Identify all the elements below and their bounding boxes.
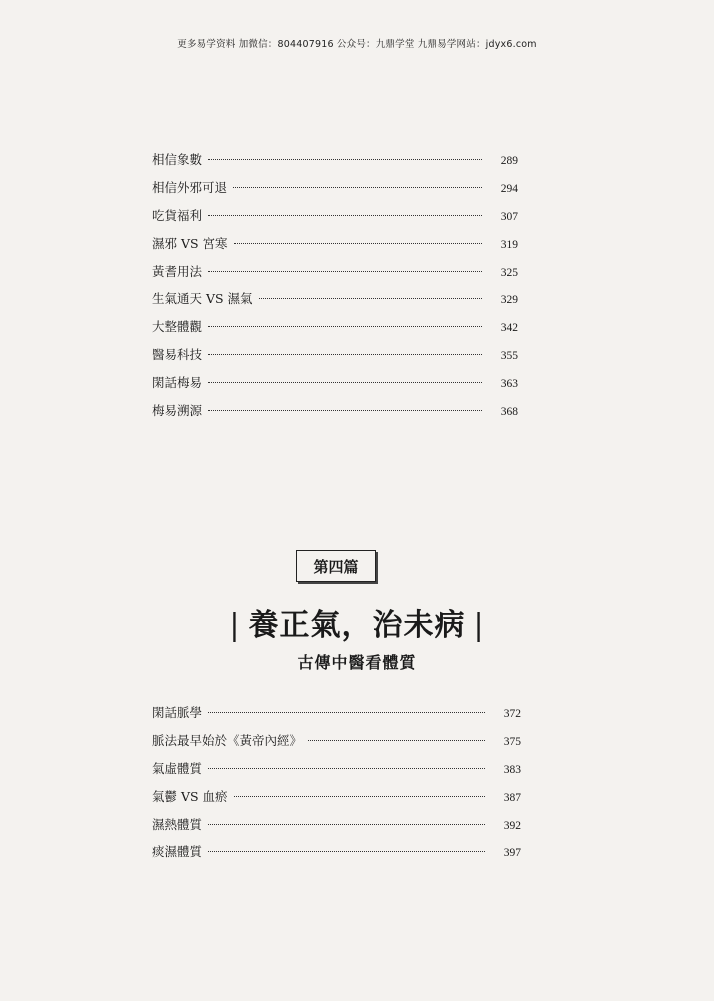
toc-entry-page: 363 [500,378,518,391]
leader-dots [208,712,485,713]
toc-entry-page: 392 [503,819,521,832]
section-title-text: 養正氣，治未病 [248,608,466,643]
toc-entry[interactable] [152,345,518,373]
toc-part3-list [152,150,518,429]
toc-entry-page: 319 [500,238,518,251]
leader-dots [208,271,482,272]
leader-dots [208,851,485,852]
toc-entry-title: 氣鬱 VS 血瘀 [152,788,228,804]
leader-dots [208,215,482,216]
toc-entry-page: 397 [503,847,521,860]
toc-entry[interactable] [152,150,518,178]
title-bar-left: | [229,608,241,643]
leader-dots [308,740,485,741]
toc-entry-title: 黃耆用法 [152,263,203,279]
toc-entry[interactable] [152,178,518,206]
toc-entry-page: 289 [500,155,518,167]
toc-entry-page: 307 [500,210,518,223]
toc-entry-page: 294 [500,182,518,195]
toc-entry[interactable] [152,401,518,429]
toc-entry-title: 梅易溯源 [152,403,203,419]
leader-dots [208,410,482,411]
toc-entry-title: 濕熱體質 [152,816,203,832]
leader-dots [208,354,482,355]
toc-entry-page: 375 [503,735,521,748]
toc-entry-title: 閑話脈學 [152,705,203,720]
toc-entry-page: 325 [500,266,518,279]
toc-entry-page: 342 [500,322,518,335]
toc-entry[interactable] [152,234,518,262]
leader-dots [208,824,485,825]
leader-dots [234,243,482,244]
toc-entry[interactable] [152,703,521,731]
toc-entry[interactable] [152,317,518,345]
section-subtitle: 古傳中醫看體質 [297,653,417,672]
leader-dots [208,326,482,327]
toc-entry-page: 372 [503,708,521,720]
leader-dots [234,796,485,797]
toc-part4-list [152,703,521,870]
leader-dots [208,159,482,160]
part-label-box: 第四篇 [296,550,376,582]
toc-entry-page: 368 [500,406,518,419]
toc-entry-title: 吃貨福利 [152,207,203,223]
section-title [0,600,714,644]
leader-dots [259,298,482,299]
toc-entry-title: 閑話梅易 [152,375,203,391]
toc-entry-title: 痰濕體質 [152,844,203,860]
leader-dots [233,187,482,188]
toc-entry[interactable] [152,206,518,234]
toc-entry[interactable] [152,815,521,843]
toc-entry[interactable] [152,262,518,290]
toc-entry-page: 387 [503,791,521,804]
page-header-watermark: 更多易学资料 加微信：804407916 公众号：九鼎学堂 九鼎易学网站：jdyx6.com [177,39,537,50]
toc-entry[interactable] [152,373,518,401]
leader-dots [208,768,485,769]
toc-entry-title: 脈法最早始於《黃帝內經》 [152,732,303,748]
toc-entry-title: 相信象數 [152,152,203,167]
toc-entry-title: 氣虛體質 [152,760,203,776]
toc-entry-title: 醫易科技 [152,347,203,363]
toc-entry-title: 濕邪 VS 宮寒 [152,235,228,251]
toc-entry-title: 相信外邪可退 [152,179,228,195]
toc-entry[interactable] [152,759,521,787]
toc-entry[interactable] [152,842,521,870]
leader-dots [208,382,482,383]
toc-entry-page: 355 [500,350,518,363]
title-bar-right: | [473,608,485,643]
toc-entry-title: 生氣通天 VS 濕氣 [152,291,253,307]
toc-entry-title: 大整體觀 [152,319,203,335]
toc-entry-page: 329 [500,294,518,307]
toc-entry-page: 383 [503,763,521,776]
toc-entry[interactable] [152,289,518,317]
toc-entry[interactable] [152,731,521,759]
toc-entry[interactable] [152,787,521,815]
